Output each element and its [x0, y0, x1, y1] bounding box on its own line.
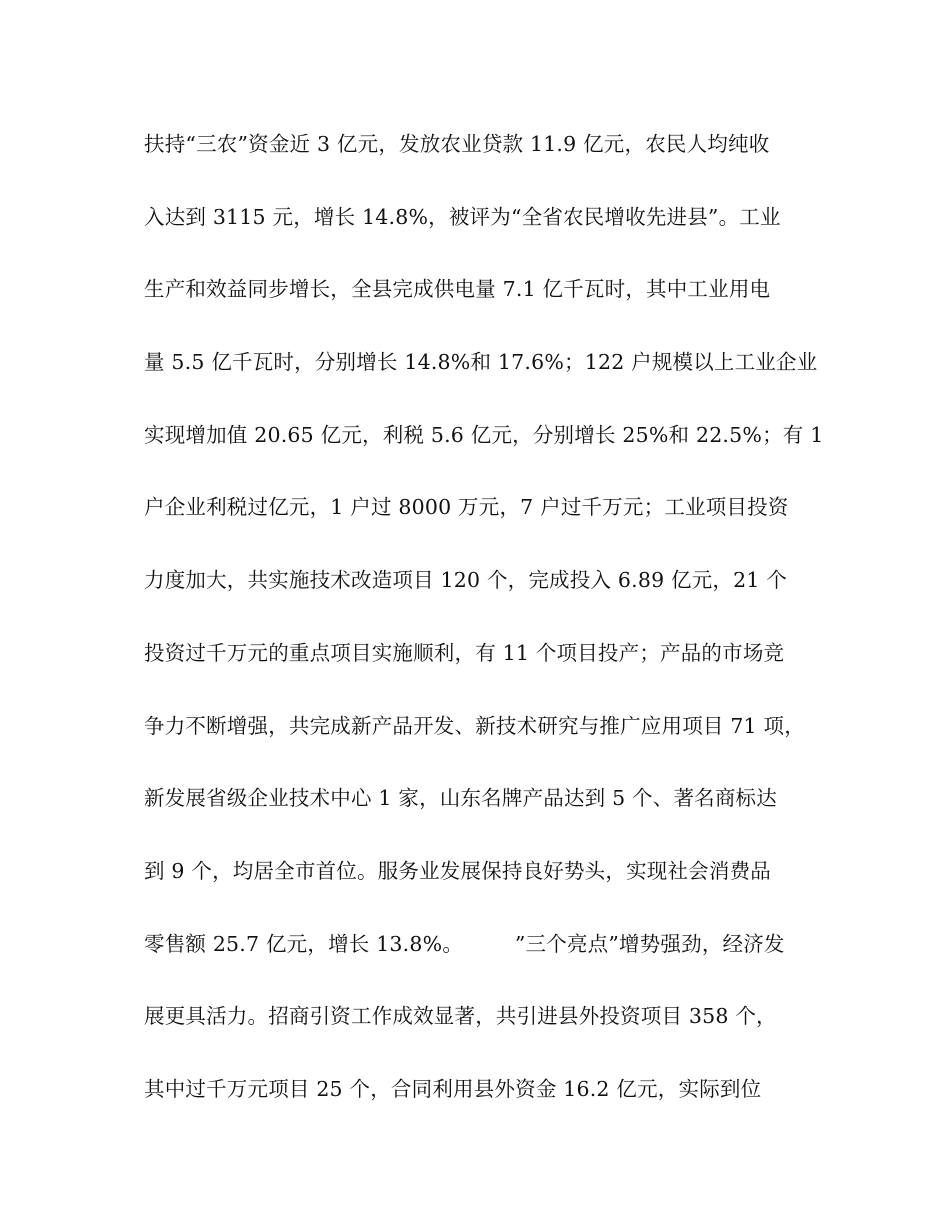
text-line: 扶持“三农”资金近 3 亿元，发放农业贷款 11.9 亿元，农民人均纯收: [144, 132, 770, 156]
text-line: 到 9 个，均居全市首位。服务业发展保持良好势头，实现社会消费品: [144, 858, 771, 883]
text-line: 争力不断增强，共完成新产品开发、新技术研究与推广应用项目 71 项，: [144, 713, 805, 738]
text-line: 生产和效益同步增长，全县完成供电量 7.1 亿千瓦时，其中工业用电: [144, 277, 771, 302]
text-line: 实现增加值 20.65 亿元，利税 5.6 亿元，分别增长 25%和 22.5%；有 1: [144, 422, 824, 447]
text-line: 其中过千万元项目 25 个，合同利用县外资金 16.2 亿元，实际到位: [144, 1076, 762, 1101]
text-line: 新发展省级企业技术中心 1 家，山东名牌产品达到 5 个、著名商标达: [144, 786, 777, 811]
text-line: 展更具活力。招商引资工作成效显著，共引进县外投资项目 358 个，: [144, 1004, 777, 1029]
text-line: 力度加大，共实施技术改造项目 120 个，完成投入 6.89 亿元，21 个: [144, 568, 788, 593]
text-line: 户企业利税过亿元，1 户过 8000 万元，7 户过千万元；工业项目投资: [144, 495, 789, 520]
text-line: 投资过千万元的重点项目实施顺利，有 11 个项目投产；产品的市场竞: [144, 640, 785, 665]
text-line: 入达到 3115 元，增长 14.8%，被评为“全省农民增收先进县”。工业: [144, 204, 781, 229]
text-line: 零售额 25.7 亿元，增长 13.8%。 ”三个亮点”增势强劲，经济发: [144, 931, 785, 956]
body-text: [144, 126, 844, 1144]
text-line: 量 5.5 亿千瓦时，分别增长 14.8%和 17.6%；122 户规模以上工业企业: [144, 350, 818, 375]
